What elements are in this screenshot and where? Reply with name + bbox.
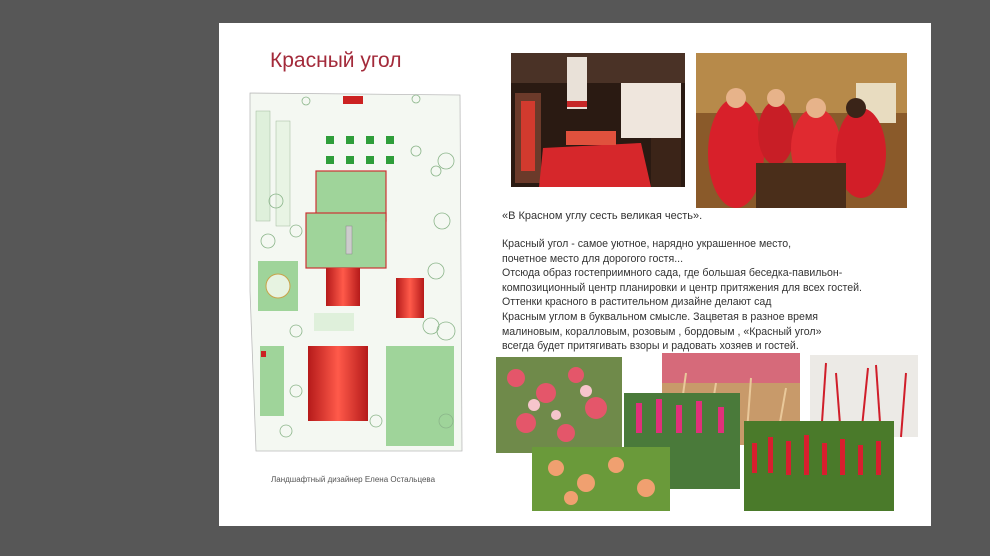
- description-line: композиционный центр планировки и центр притяжения для всех гостей.: [502, 281, 862, 294]
- description-line: Оттенки красного в растительном дизайне делают сад: [502, 296, 772, 309]
- photo-interior: [511, 53, 685, 187]
- plant-collage: [496, 353, 920, 513]
- description-line: почетное место для дорогого гостя...: [502, 252, 684, 265]
- description-line: Красный угол - самое уютное, нарядно украшенное место,: [502, 238, 792, 250]
- description-line: Красным углом в буквальном смысле. Зацветая в разное время: [502, 310, 818, 323]
- description-text: [502, 237, 922, 354]
- presentation-sheet: [219, 23, 931, 526]
- garden-plan: [246, 91, 468, 453]
- photo-gathering: [696, 53, 907, 208]
- description-line: Отсюда образ гостеприимного сада, где большая беседка-павильон-: [502, 267, 843, 280]
- designer-caption: Ландшафтный дизайнер Елена Остальцева: [271, 475, 436, 484]
- description-line: малиновым, коралловым, розовым , бордовым , «Красный угол»: [502, 325, 822, 338]
- description-line: всегда будет притягивать взоры и радовать хозяев и гостей.: [502, 340, 799, 353]
- quote-text: «В Красном углу сесть великая честь».: [502, 210, 703, 222]
- page-title: Красный угол: [270, 49, 402, 72]
